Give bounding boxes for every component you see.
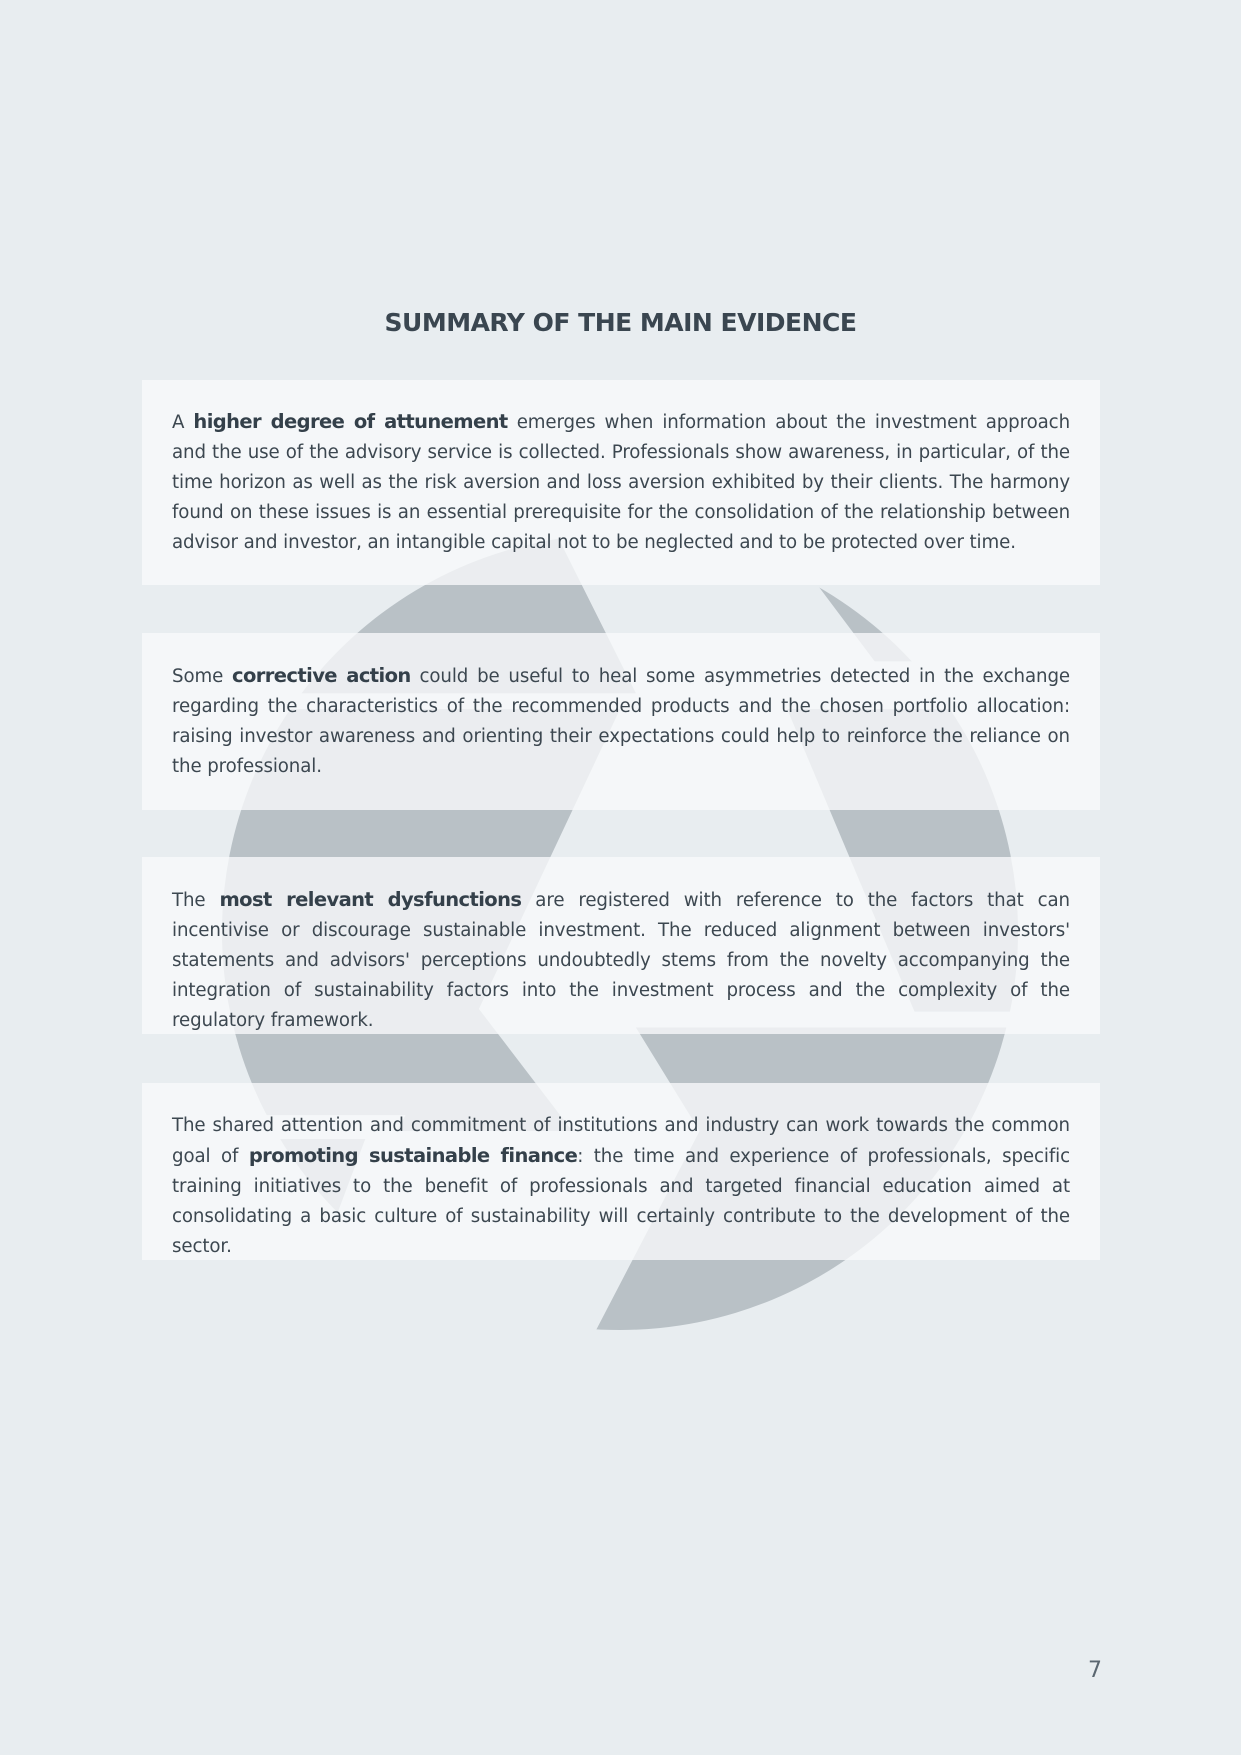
highlight-text: most relevant dysfunctions [219,888,522,911]
highlight-text: higher degree of attunement [193,410,508,433]
evidence-paragraph-4: The shared attention and commitment of institutions and industry can work towards the common goal of promoting sustainable finance: the time and experience of professionals, specific training initiatives to the benefit of professionals and targeted financial education aimed at consolidating a basic culture of sustainability will certainly contribute to the development of the sector. [172,1115,1071,1257]
highlight-text: promoting sustainable finance [248,1144,578,1167]
evidence-paragraph-1: A higher degree of attunement emerges when information about the investment approach and the use of the advisory service is collected. Professionals show awareness, in particular, of the time horizon as well as the risk aversion and loss aversion exhibited by their clients. The harmony found on these issues is an essential prerequisite for the consolidation of the relationship between advisor and investor, an intangible capital not to be neglected and to be protected over time. [172,410,1071,553]
evidence-card-4 [142,1083,1100,1260]
evidence-card-2 [142,633,1100,810]
highlight-text: corrective action [232,664,411,687]
evidence-card-1 [142,380,1100,585]
page-number: 7 [1088,1658,1102,1683]
evidence-paragraph-3: The most relevant dysfunctions are registered with reference to the factors that can incentivise or discourage sustainable investment. The reduced alignment between investors' statements and advisors' perceptions undoubtedly stems from the novelty accompanying the integration of sustainability factors into the investment process and the complexity of the regulatory framework. [172,888,1070,1031]
evidence-paragraph-2: Some corrective action could be useful to heal some asymmetries detected in the exchange regarding the characteristics of the recommended products and the chosen portfolio allocation: raising investor awareness and orienting their expectations could help to reinforce the reliance on the professional. [172,664,1070,777]
page-title: SUMMARY OF THE MAIN EVIDENCE [384,308,857,337]
evidence-card-3 [142,857,1100,1034]
